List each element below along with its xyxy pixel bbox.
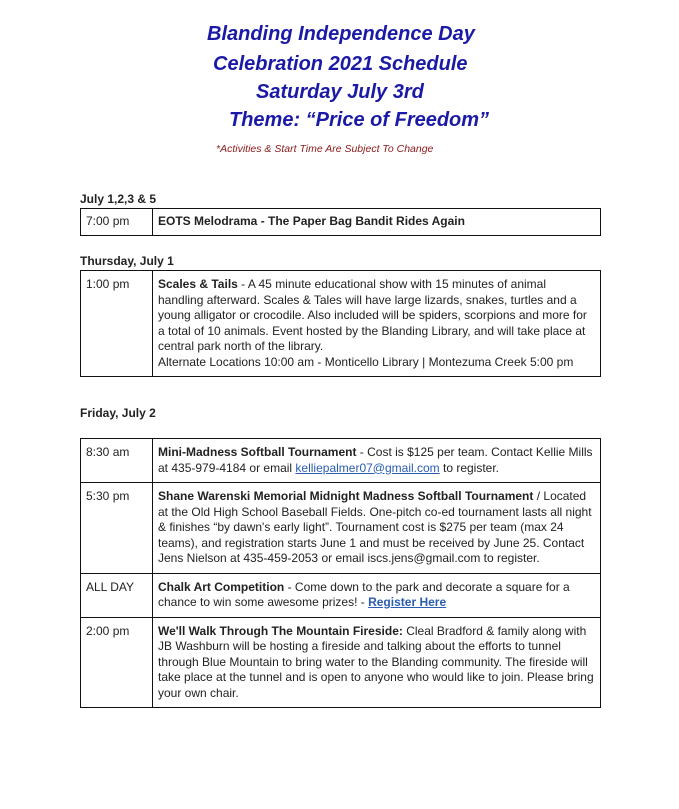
event-description bbox=[153, 617, 601, 708]
register-here-link[interactable]: Register Here bbox=[368, 595, 447, 609]
table-row bbox=[81, 439, 601, 483]
section-heading-july-1-2-3-5: July 1,2,3 & 5 bbox=[80, 192, 157, 206]
event-time: 1:00 pm bbox=[81, 271, 153, 377]
table-row bbox=[81, 483, 601, 574]
event-details: - Come down to the park and decorate a square for a chance to win some awesome prizes! - bbox=[158, 579, 570, 609]
event-time: 7:00 pm bbox=[81, 209, 153, 236]
event-description bbox=[153, 209, 601, 236]
section-heading-thursday-july-1: Thursday, July 1 bbox=[80, 254, 174, 268]
event-description bbox=[153, 439, 601, 483]
event-details: - Cost is $125 per team. Contact Kellie Mills at 435-979-4184 or email bbox=[158, 445, 593, 475]
event-title: Chalk Art Competition bbox=[158, 579, 285, 594]
event-title: Shane Warenski Memorial Midnight Madness Softball Tournament bbox=[158, 489, 534, 503]
event-title: Mini-Madness Softball Tournament bbox=[158, 445, 357, 459]
event-title: EOTS Melodrama - The Paper Bag Bandit Rides Again bbox=[158, 214, 465, 228]
event-details: Cleal Bradford & family along with JB Washburn will be hosting a fireside and talking about the efforts to tunnel through Blue Mountain to bring water to the Blanding community. The fireside will take place at the tunnel and is open to anyone who would like to join. Please bring your own chair. bbox=[158, 623, 594, 700]
title-line-1: Blanding Independence Day bbox=[207, 23, 475, 45]
event-time: 8:30 am bbox=[81, 439, 153, 483]
event-details: - A 45 minute educational show with 15 minutes of animal handling afterward. Scales & Tales will have large lizards, snakes, turtles and a young alligator or crocodile. Also included will be spiders, scorpions and more for a total of 10 animals. Event hosted by the Blanding Library, and will take place at central park north of the library. bbox=[158, 277, 587, 353]
event-alternate-locations: Alternate Locations 10:00 am - Monticello Library | Montezuma Creek 5:00 pm bbox=[158, 354, 574, 369]
change-disclaimer: *Activities & Start Time Are Subject To Change bbox=[216, 143, 434, 155]
title-line-3: Saturday July 3rd bbox=[256, 81, 424, 103]
email-link-kellie[interactable]: kelliepalmer07@gmail.com bbox=[295, 460, 440, 475]
event-time: 5:30 pm bbox=[81, 483, 153, 574]
title-line-4: Theme: “Price of Freedom” bbox=[229, 109, 490, 131]
schedule-table-july-multi bbox=[80, 208, 601, 236]
table-row bbox=[81, 573, 601, 617]
table-row bbox=[81, 617, 601, 708]
schedule-table-friday bbox=[80, 438, 601, 708]
event-details: / Located at the Old High School Baseball Fields. One-pitch co-ed tournament lasts all night & finishes “by dawn's early light”. Tournament cost is $275 per team (max 24 teams), and registration starts June 1 and must be received by June 25. Contact Jens Nielson at 435-459-2053 or email iscs.jens@gmail.com to register. bbox=[158, 489, 592, 565]
event-time: 2:00 pm bbox=[81, 617, 153, 708]
event-time: ALL DAY bbox=[81, 573, 153, 617]
section-heading-friday-july-2: Friday, July 2 bbox=[80, 406, 156, 420]
title-line-2: Celebration 2021 Schedule bbox=[213, 53, 468, 75]
table-row bbox=[81, 209, 601, 236]
schedule-table-thursday bbox=[80, 270, 601, 377]
event-title: We'll Walk Through The Mountain Fireside: bbox=[158, 623, 403, 638]
event-description bbox=[153, 271, 601, 377]
table-row bbox=[81, 271, 601, 377]
event-description bbox=[153, 483, 601, 574]
event-details-end: to register. bbox=[439, 460, 500, 475]
event-description bbox=[153, 573, 601, 617]
event-title: Scales & Tails bbox=[158, 277, 238, 291]
